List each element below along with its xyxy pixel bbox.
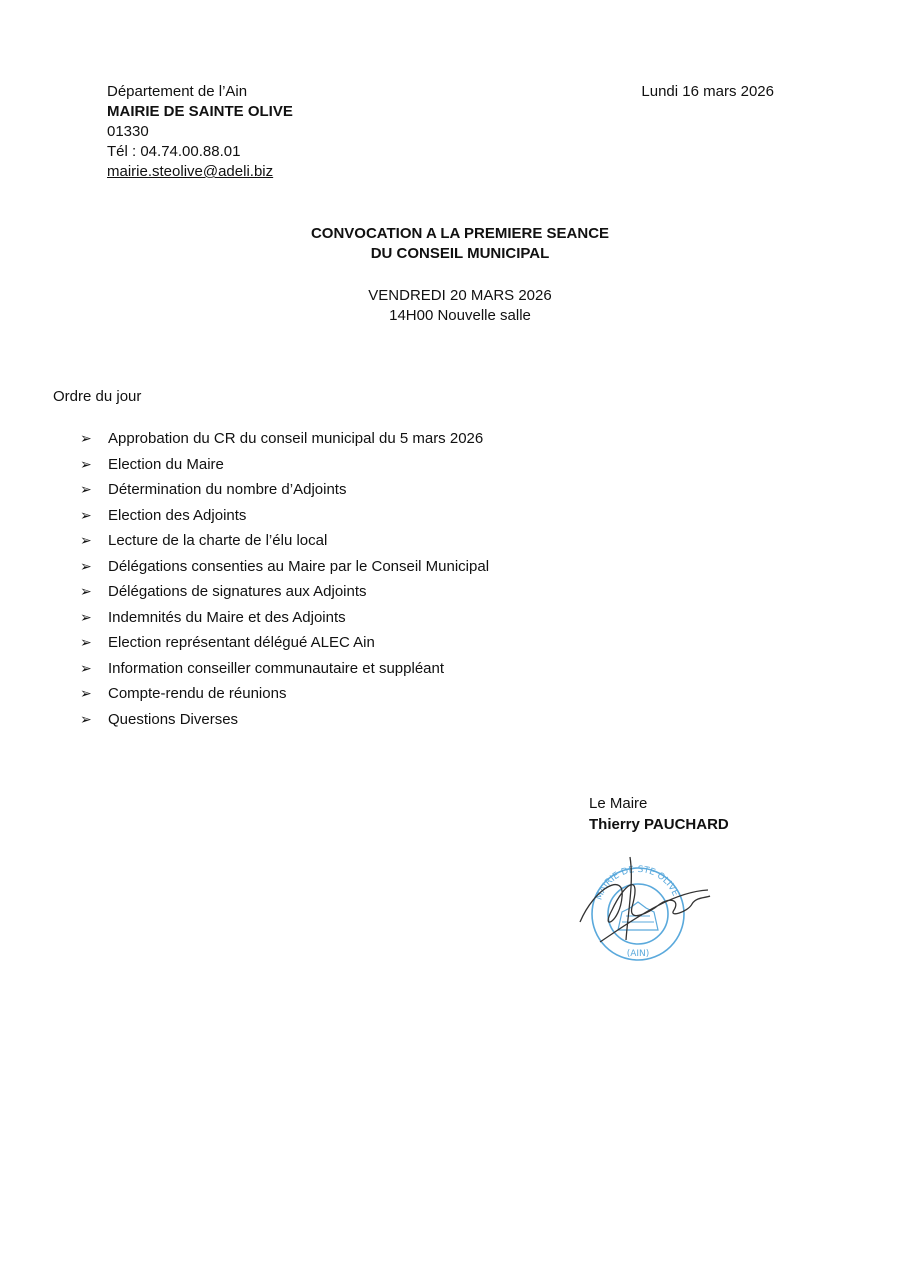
- agenda-item: [80, 480, 489, 506]
- agenda-item: [80, 429, 489, 455]
- agenda-item-text: Approbation du CR du conseil municipal du 5 mars 2026: [108, 430, 484, 447]
- seal-lower-text: (AIN): [626, 949, 650, 959]
- agenda-item-text: Election représentant délégué ALEC Ain: [108, 634, 375, 651]
- signatory-name: Thierry PAUCHARD: [589, 815, 729, 833]
- agenda-item-text: Compte-rendu de réunions: [108, 685, 287, 702]
- agenda-item: [80, 684, 489, 710]
- agenda-item: [80, 659, 489, 685]
- agenda-item: [80, 506, 489, 532]
- agenda-item-text: Election des Adjoints: [108, 506, 247, 524]
- session-day: VENDREDI 20 MARS 2026: [368, 287, 552, 304]
- agenda-item-text: Indemnités du Maire et des Adjoints: [108, 608, 346, 626]
- mairie-name: MAIRIE DE SAINTE OLIVE: [107, 103, 293, 120]
- sender-address: [107, 82, 293, 182]
- agenda-item-text: Délégations consenties au Maire par le Conseil Municipal: [108, 557, 490, 575]
- agenda-item-text: Lecture de la charte de l’élu local: [108, 532, 328, 549]
- arrow-bullet-icon: ➢: [80, 711, 92, 728]
- agenda-item-text: Délégations de signatures aux Adjoints: [108, 583, 367, 600]
- seal-upper-text: MAIRIE DE STE OLIVE: [594, 864, 681, 902]
- letter-date: Lundi 16 mars 2026: [641, 83, 774, 100]
- arrow-bullet-icon: ➢: [80, 584, 92, 600]
- session-time-place: 14H00 Nouvelle salle: [389, 307, 531, 324]
- agenda-item: [80, 582, 489, 608]
- agenda-item-text: Information conseiller communautaire et suppléant: [108, 659, 445, 677]
- postal-code: 01330: [107, 123, 149, 140]
- agenda-item-text: Détermination du nombre d’Adjoints: [108, 481, 347, 498]
- arrow-bullet-icon: ➢: [80, 482, 92, 498]
- phone: Tél : 04.74.00.88.01: [107, 143, 241, 160]
- session-info: [0, 286, 900, 326]
- official-seal-signature: [570, 852, 715, 970]
- agenda-item: [80, 608, 489, 634]
- agenda-item-text: Questions Diverses: [108, 710, 239, 728]
- agenda-item: [80, 710, 489, 736]
- document-title: [0, 224, 900, 264]
- signatory-role: Le Maire: [589, 795, 648, 812]
- arrow-bullet-icon: ➢: [80, 635, 92, 651]
- arrow-bullet-icon: ➢: [80, 456, 92, 473]
- agenda-heading: Ordre du jour: [53, 388, 142, 405]
- agenda-item: [80, 531, 489, 557]
- agenda-item: [80, 557, 489, 583]
- title-line-2: DU CONSEIL MUNICIPAL: [370, 245, 550, 262]
- arrow-bullet-icon: ➢: [80, 686, 92, 702]
- agenda-item-text: Election du Maire: [108, 455, 224, 473]
- title-line-1: CONVOCATION A LA PREMIERE SEANCE: [310, 225, 610, 242]
- email-link[interactable]: mairie.steolive@adeli.biz: [107, 163, 274, 180]
- arrow-bullet-icon: ➢: [80, 507, 92, 524]
- signature-block: [589, 794, 729, 835]
- agenda-item: [80, 633, 489, 659]
- arrow-bullet-icon: ➢: [80, 660, 92, 677]
- arrow-bullet-icon: ➢: [80, 533, 92, 549]
- department: Département de l’Ain: [107, 83, 248, 100]
- agenda-list: [80, 429, 489, 735]
- agenda-item: [80, 455, 489, 481]
- arrow-bullet-icon: ➢: [80, 558, 92, 575]
- arrow-bullet-icon: ➢: [80, 609, 92, 626]
- arrow-bullet-icon: ➢: [80, 431, 92, 447]
